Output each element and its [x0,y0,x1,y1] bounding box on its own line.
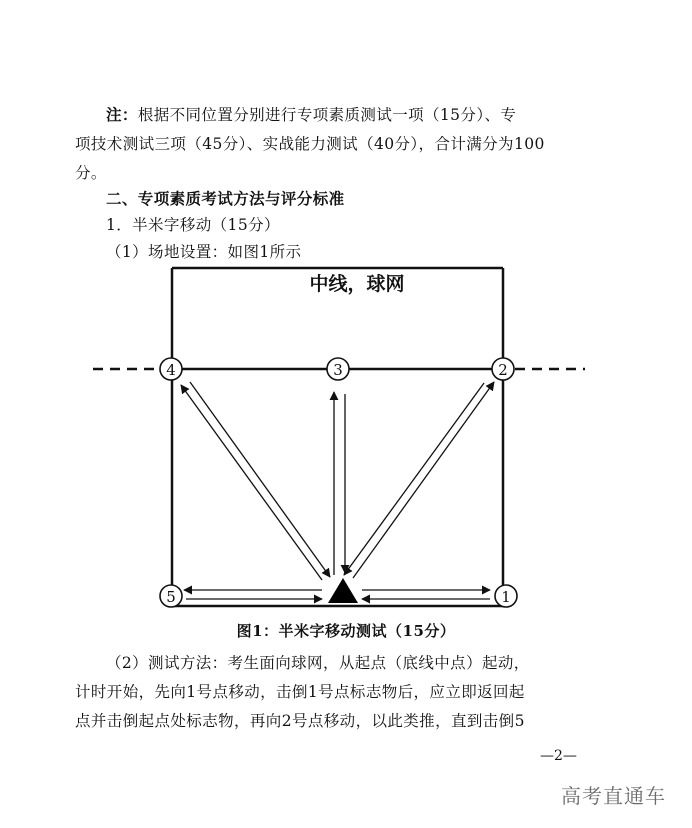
movement-arrows [181,382,494,599]
item-2-line-1: （2）测试方法：考生面向球网，从起点（底线中点）起动， [106,654,530,672]
subsection-title: 1．半米字移动（15分） [106,216,280,234]
note-text-1: 根据不同位置分别进行专项素质测试一项（15分）、专 [137,106,517,124]
net-label: 中线，球网 [309,273,405,295]
point-markers [160,358,517,607]
start-point-triangle [328,578,358,603]
note-line-2: 项技术测试三项（45分）、实战能力测试（40分），合计满分为100 [75,135,545,153]
point-1-label: 1 [501,588,511,606]
note-line-3: 分。 [75,164,107,182]
item-1-text: （1）场地设置：如图1所示 [106,243,302,261]
court-outline [172,268,503,606]
note-label: 注： [106,105,138,124]
item-2-line-3: 点并击倒起点处标志物，再向2号点移动，以此类推，直到击倒5 [75,712,525,730]
section-title: 二、专项素质考试方法与评分标准 [106,189,345,208]
figure-caption: 图1：半米字移动测试（15分） [236,622,456,640]
watermark-text: 高考直通车 [561,784,666,808]
point-2-label: 2 [498,361,508,379]
point-3-label: 3 [333,361,343,379]
point-5-label: 5 [166,588,176,606]
item-2-line-2: 计时开始，先向1号点移动，击倒1号点标志物后，应立即返回起 [75,683,525,701]
point-4-label: 4 [166,361,176,379]
page-number: —2— [540,748,577,764]
